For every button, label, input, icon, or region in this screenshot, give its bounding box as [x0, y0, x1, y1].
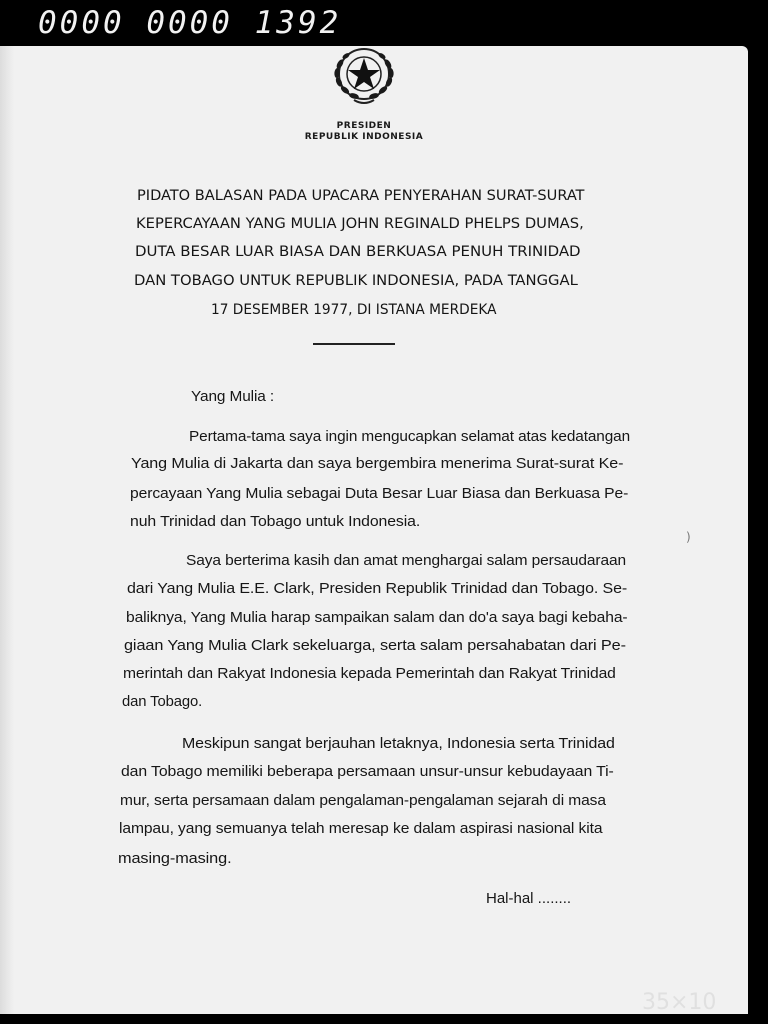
title-line: DUTA BESAR LUAR BIASA DAN BERKUASA PENUH TRINIDAD — [135, 244, 581, 260]
title-divider — [313, 343, 395, 345]
title-line: KEPERCAYAAN YANG MULIA JOHN REGINALD PHELPS DUMAS, — [136, 216, 584, 232]
paragraph-line: giaan Yang Mulia Clark sekeluarga, serta salam persahabatan dari Pe- — [124, 637, 626, 654]
letterhead-line-1: PRESIDEN — [336, 121, 392, 131]
paragraph-line: percayaan Yang Mulia sebagai Duta Besar Luar Biasa dan Berkuasa Pe- — [130, 485, 629, 502]
paragraph-line: dan Tobago memiliki beberapa persamaan unsur-unsur kebudayaan Ti- — [121, 763, 614, 780]
paragraph-line: Meskipun sangat berjauhan letaknya, Indonesia serta Trinidad — [182, 735, 615, 752]
closing-catchword: Hal-hal ........ — [486, 890, 572, 907]
paragraph-line: Pertama-tama saya ingin mengucapkan selamat atas kedatangan — [189, 428, 631, 445]
page-edge-shadow — [0, 46, 14, 1014]
letterhead — [264, 121, 464, 143]
film-frame-counter: 0000 0000 1392 — [38, 5, 342, 41]
paragraph-line: dan Tobago. — [122, 693, 203, 710]
paragraph-line: mur, serta persamaan dalam pengalaman-pengalaman sejarah di masa — [120, 792, 606, 809]
paragraph-line: dari Yang Mulia E.E. Clark, Presiden Republik Trinidad dan Tobago. Se- — [127, 580, 628, 597]
paragraph-line: lampau, yang semuanya telah meresap ke dalam aspirasi nasional kita — [119, 820, 603, 837]
letterhead-line-2: REPUBLIK INDONESIA — [304, 132, 424, 142]
title-line: DAN TOBAGO UNTUK REPUBLIK INDONESIA, PADA TANGGAL — [134, 273, 578, 289]
film-watermark: 35×10 — [642, 990, 717, 1015]
salutation: Yang Mulia : — [191, 388, 275, 405]
edge-mark: ) — [686, 530, 691, 544]
paragraph-line: masing-masing. — [118, 850, 232, 867]
paragraph-line: nuh Trinidad dan Tobago untuk Indonesia. — [130, 513, 421, 530]
paragraph-line: Saya berterima kasih dan amat menghargai salam persaudaraan — [186, 552, 627, 569]
paragraph-line: Yang Mulia di Jakarta dan saya bergembira menerima Surat-surat Ke- — [131, 455, 624, 472]
title-line: 17 DESEMBER 1977, DI ISTANA MERDEKA — [211, 302, 497, 318]
presidential-emblem-icon — [321, 44, 407, 110]
title-line: PIDATO BALASAN PADA UPACARA PENYERAHAN SURAT-SURAT — [137, 188, 585, 204]
paragraph-line: baliknya, Yang Mulia harap sampaikan salam dan do'a saya bagi kebaha- — [126, 609, 628, 626]
paragraph-line: merintah dan Rakyat Indonesia kepada Pemerintah dan Rakyat Trinidad — [123, 665, 616, 682]
